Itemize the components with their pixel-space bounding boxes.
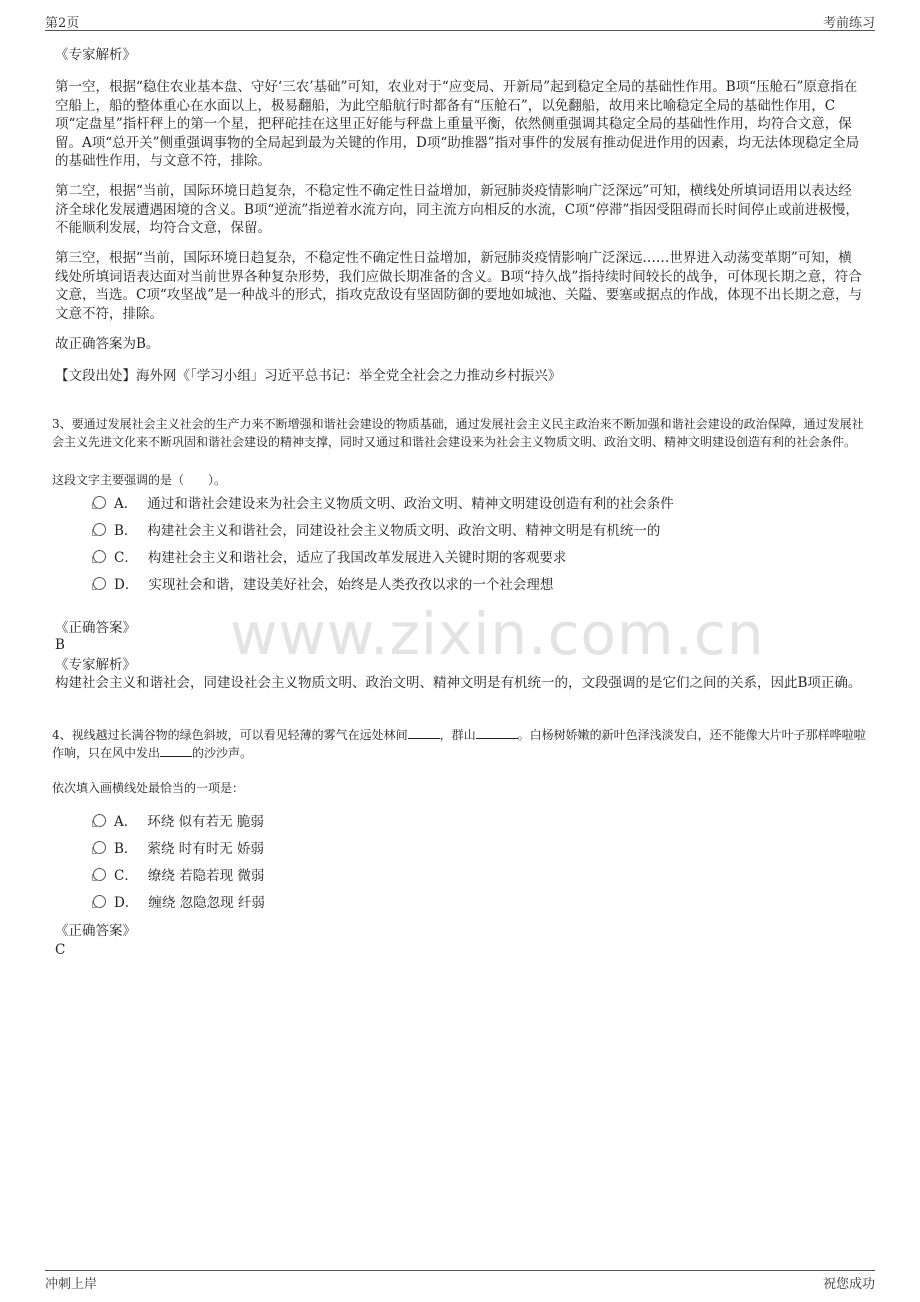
q4-option-d[interactable]: D． 缠绕 忽隐忽现 纤弱: [93, 894, 265, 912]
q3-answer: B: [55, 637, 65, 653]
blank-2: [476, 726, 518, 739]
q2-analysis-title: 《专家解析》: [55, 47, 136, 63]
radio-icon[interactable]: [93, 868, 106, 881]
radio-icon[interactable]: [93, 577, 106, 590]
radio-icon[interactable]: [93, 550, 106, 563]
page-footer: [45, 1270, 875, 1295]
watermark: www.zixin.com.cn: [230, 600, 765, 668]
blank-1: [408, 726, 440, 739]
q4-answer-title: 《正确答案》: [55, 923, 136, 939]
q3-stem: 3、要通过发展社会主义社会的生产力来不断增强和谐社会建设的物质基础，通过发展社会主义民主政治来不断加强和谐社会建设的政治保障，通过发展社会主义先进文化来不断巩固和谐社会建设的精神支撑，同时又通过和谐社会建设来为社会主义物质文明、政治文明、精神文明建设创造有利的社会条件。: [52, 417, 864, 449]
radio-icon[interactable]: [93, 895, 106, 908]
radio-icon[interactable]: [93, 523, 106, 536]
q4-prompt: 依次填入画横线处最恰当的一项是：: [52, 781, 245, 795]
q3-option-a[interactable]: A． 通过和谐社会建设来为社会主义物质文明、政治文明、精神文明建设创造有利的社会条件: [93, 495, 674, 513]
header-title: 考前练习: [822, 16, 875, 31]
q3-option-b[interactable]: B． 构建社会主义和谐社会，同建设社会主义物质文明、政治文明、精神文明是有机统一的: [93, 522, 660, 540]
q4-stem: 4、视线越过长满谷物的绿色斜坡，可以看见轻薄的雾气在远处林间 ，群山 。白杨树娇嫩的新叶色泽浅淡发白，还不能像大片叶子那样哗啦啦作响，只在风中发出 的沙沙声。: [52, 728, 866, 760]
radio-icon[interactable]: [93, 841, 106, 854]
blank-3: [160, 744, 192, 757]
q3-analysis-title: 《专家解析》: [55, 657, 136, 673]
q2-analysis-p1: 第一空，根据“稳住农业基本盘、守好‘三农’基础”可知，农业对于“应变局、开新局”起到稳定全局的基础性作用。B项“压舱石”原意指在空船上，船的整体重心在水面以上，极易翻船，为此空船航行时都备有“压舱石”，以免翻船，故用来比喻稳定全局的基础性作用，C项“定盘星”指杆秤上的第一个星，把秤砣挂在这里正好能与秤盘上重量平衡，依然侧重强调其稳定全局的基础性作用，均符合文意，保留。A项“总开关”侧重强调事物的全局起到最为关键的作用，D项“助推器”指对事件的发展有推动促进作用的因素，均无法体现稳定全局的基础性作用，与文意不符，排除。: [55, 79, 860, 169]
q4-answer: C: [55, 942, 66, 958]
q2-source: 【文段出处】海外网《「学习小组」习近平总书记：举全党全社会之力推动乡村振兴》: [55, 368, 562, 384]
q2-analysis-p2: 第二空，根据“当前，国际环境日趋复杂，不稳定性不确定性日益增加，新冠肺炎疫情影响广泛深远”可知，横线处所填词语用以表达经济全球化发展遭遇困境的含义。B项“逆流”指逆着水流方向，同主流方向相反的水流，C项“停滞”指因受阻碍而长时间停止或前进极慢，不能顺利发展，均符合文意，保留。: [55, 183, 859, 236]
q3-prompt: 这段文字主要强调的是（ ）。: [52, 473, 227, 487]
radio-icon[interactable]: [93, 496, 106, 509]
q3-analysis: 构建社会主义和谐社会，同建设社会主义物质文明、政治文明、精神文明是有机统一的，文段强调的是它们之间的关系，因此B项正确。: [55, 675, 862, 691]
footer-right: 祝您成功: [822, 1277, 875, 1292]
page-number: 第2页: [45, 16, 80, 31]
q2-analysis-p3: 第三空，根据“当前，国际环境日趋复杂，不稳定性不确定性日益增加，新冠肺炎疫情影响广泛深远……世界进入动荡变革期”可知，横线处所填词语表达面对当前世界各种复杂形势，我们应做长期准备的含义。B项“持久战”指持续时间较长的战争，可体现长期之意，符合文意，当选。C项“攻坚战”是一种战斗的形式，指攻克敌设有坚固防御的要地如城池、关隘、要塞或据点的作战，体现不出长期之意，与文意不符，排除。: [55, 250, 863, 322]
q3-option-d[interactable]: D． 实现社会和谐，建设美好社会，始终是人类孜孜以求的一个社会理想: [93, 576, 553, 594]
radio-icon[interactable]: [93, 814, 106, 827]
page-header: [45, 10, 875, 31]
footer-left: 冲刺上岸: [45, 1277, 98, 1292]
q3-answer-title: 《正确答案》: [55, 620, 136, 636]
q3-option-c[interactable]: C． 构建社会主义和谐社会，适应了我国改革发展进入关键时期的客观要求: [93, 549, 566, 567]
q2-conclusion: 故正确答案为B。: [55, 336, 160, 352]
q4-option-a[interactable]: A． 环绕 似有若无 脆弱: [93, 813, 264, 831]
q4-option-b[interactable]: B． 萦绕 时有时无 娇弱: [93, 840, 264, 858]
q4-option-c[interactable]: C． 缭绕 若隐若现 微弱: [93, 867, 264, 885]
